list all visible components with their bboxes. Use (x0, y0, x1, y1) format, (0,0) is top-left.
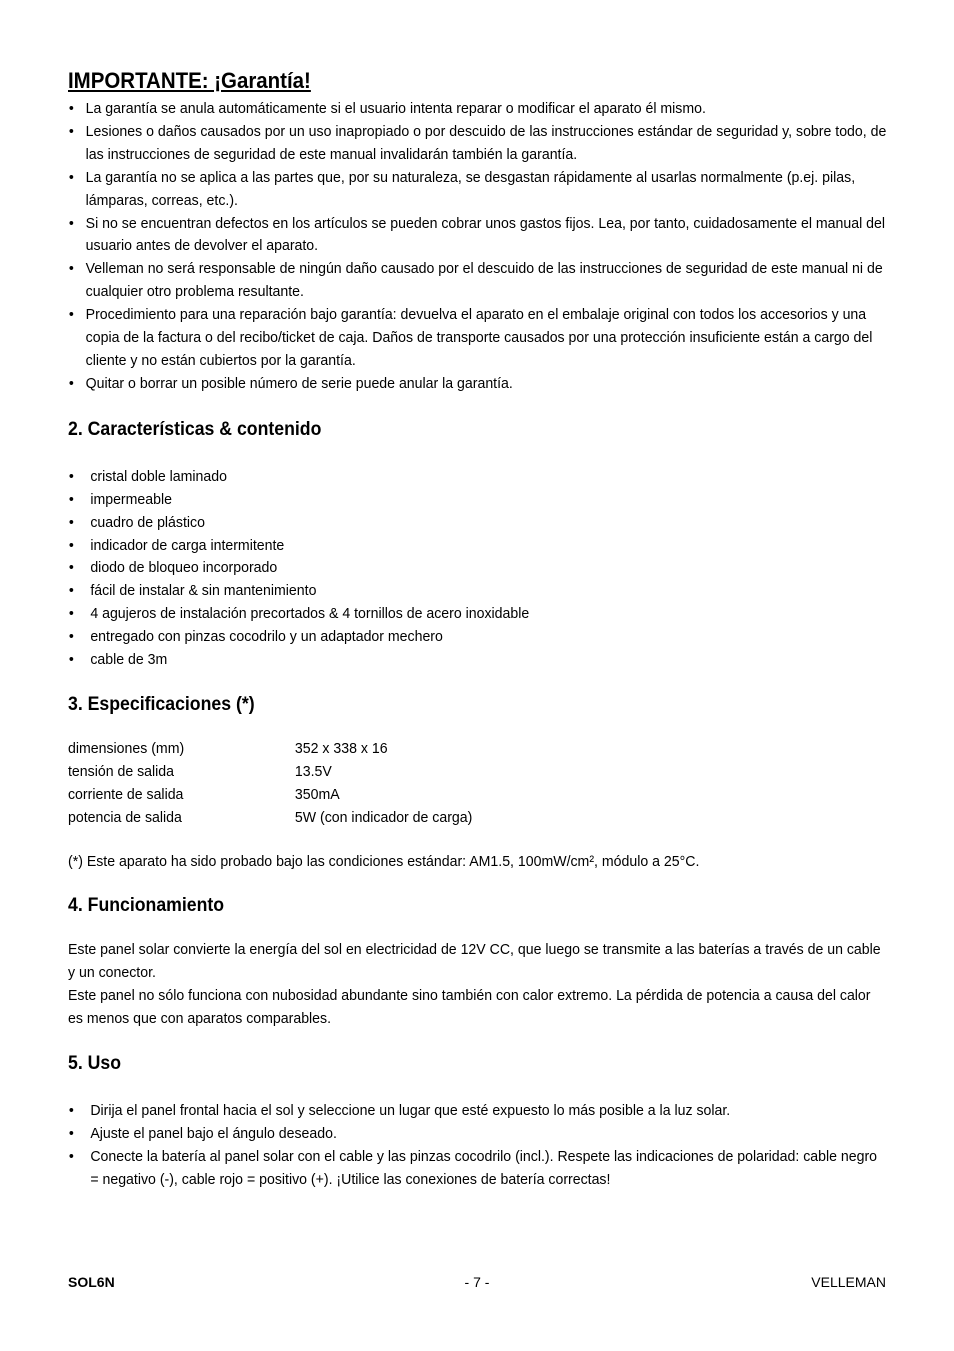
list-item: • cable de 3m (68, 649, 886, 672)
warranty-title: IMPORTANTE: ¡Garantía! (68, 68, 311, 93)
spec-label: potencia de salida (68, 808, 182, 826)
footer-brand: VELLEMAN (811, 1274, 886, 1290)
features-list (68, 466, 886, 672)
operation-heading: 4. Funcionamiento (68, 895, 225, 917)
list-item: • Quitar o borrar un posible número de serie puede anular la garantía. (68, 373, 886, 396)
list-item: • Procedimiento para una reparación bajo garantía: devuelva el aparato en el embalaje original con todos los accesorios y una copia de la factura o del recibo/ticket de caja. Daños de transporte causados por una protección insuficiente están a cargo del cliente y no están cubiertos por la garantía. (68, 304, 886, 373)
list-item: • La garantía se anula automáticamente si el usuario intenta reparar o modificar el aparato él mismo. (68, 98, 886, 121)
warranty-list (68, 98, 886, 396)
operation-paragraph: Este panel solar convierte la energía del sol en electricidad de 12V CC, que luego se transmite a las baterías a través de un cable y un conector. (68, 941, 881, 982)
list-item: • impermeable (68, 489, 886, 512)
specs-note: (*) Este aparato ha sido probado bajo las condiciones estándar: AM1.5, 100mW/cm², módulo a 25°C. (68, 852, 700, 870)
list-item: • indicador de carga intermitente (68, 535, 886, 558)
list-item: • Si no se encuentran defectos en los artículos se pueden cobrar unos gastos fijos. Lea, por tanto, cuidadosamente el manual del usuario antes de devolver el aparato. (68, 213, 886, 259)
list-item: • diodo de bloqueo incorporado (68, 557, 886, 580)
spec-label: tensión de salida (68, 762, 175, 780)
list-item: • cuadro de plástico (68, 512, 886, 535)
list-item: • Conecte la batería al panel solar con el cable y las pinzas cocodrilo (incl.). Respete las indicaciones de polaridad: cable negro = negativo (-), cable rojo = positivo (+). ¡Utilice las conexiones de batería correctas! (68, 1146, 886, 1192)
list-item: • fácil de instalar & sin mantenimiento (68, 580, 886, 603)
spec-value: 13.5V (294, 762, 332, 780)
list-item: • entregado con pinzas cocodrilo y un adaptador mechero (68, 626, 886, 649)
list-item: • Lesiones o daños causados por un uso inapropiado o por descuido de las instrucciones estándar de seguridad y, sobre todo, de las instrucciones de seguridad de este manual invalidarán también la garantía. (68, 121, 886, 167)
spec-value: 350mA (294, 785, 340, 803)
list-item: • 4 agujeros de instalación precortados & 4 tornillos de acero inoxidable (68, 603, 886, 626)
use-heading: 5. Uso (68, 1053, 122, 1075)
footer-model: SOL6N (68, 1274, 115, 1290)
spec-label: corriente de salida (68, 785, 184, 803)
operation-paragraph: Este panel no sólo funciona con nubosidad abundante sino también con calor extremo. La pérdida de potencia a causa del calor es menos que con aparatos comparables. (68, 987, 871, 1028)
list-item: • Dirija el panel frontal hacia el sol y seleccione un lugar que esté expuesto lo más posible a la luz solar. (68, 1100, 886, 1123)
spec-value: 352 x 338 x 16 (294, 739, 388, 757)
list-item: • Velleman no será responsable de ningún daño causado por el descuido de las instrucciones de seguridad de este manual ni de cualquier otro problema resultante. (68, 258, 886, 304)
specs-heading: 3. Especificaciones (*) (68, 693, 255, 715)
document-page (68, 66, 886, 1192)
list-item: • La garantía no se aplica a las partes que, por su naturaleza, se desgastan rápidamente al usarlas normalmente (p.ej. pilas, lámparas, correas, etc.). (68, 167, 886, 213)
list-item: • Ajuste el panel bajo el ángulo deseado. (68, 1123, 886, 1146)
footer-page-number: - 7 - (464, 1274, 490, 1290)
use-list (68, 1100, 886, 1192)
specs-table (68, 738, 886, 830)
features-heading: 2. Características & contenido (68, 418, 322, 440)
spec-label: dimensiones (mm) (68, 739, 185, 757)
list-item: • cristal doble laminado (68, 466, 886, 489)
spec-value: 5W (con indicador de carga) (294, 808, 473, 826)
